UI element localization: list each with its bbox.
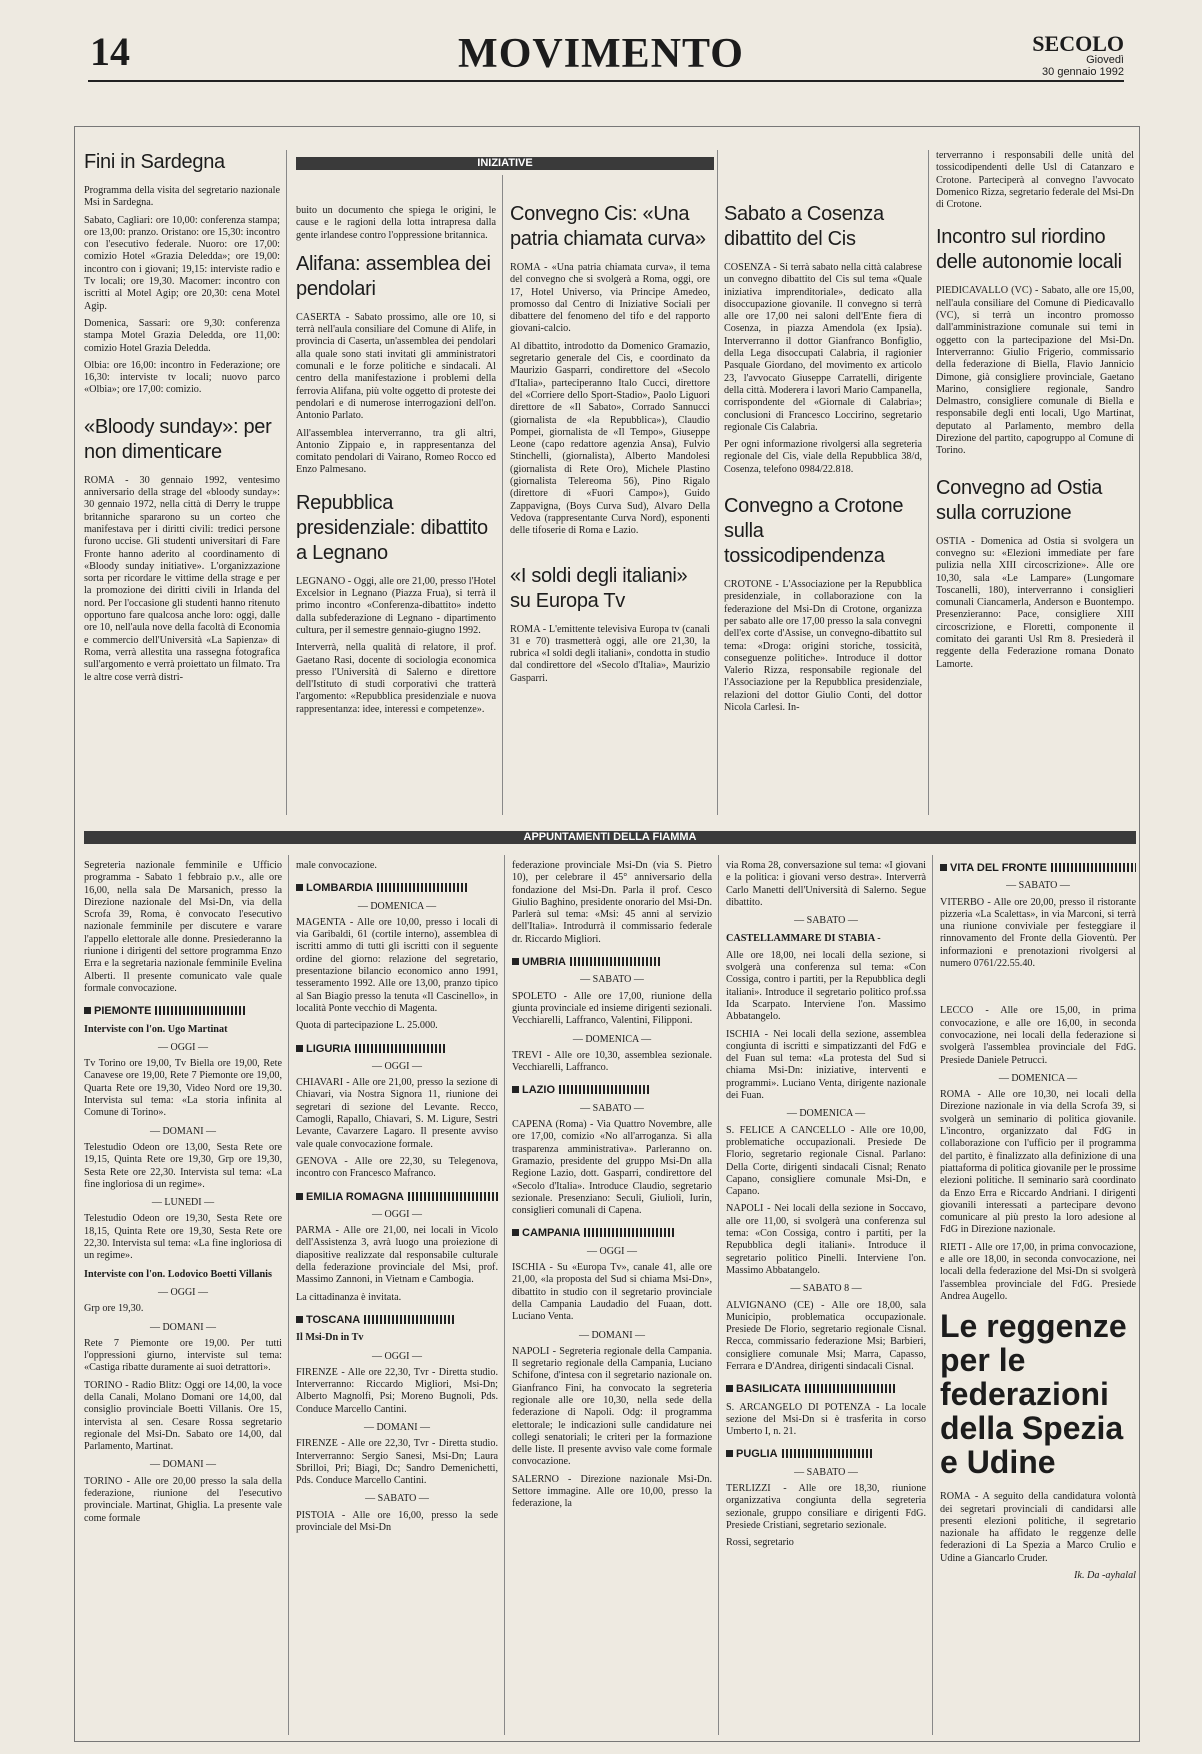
paragraph: CROTONE - L'Associazione per la Repubblica presidenziale, in collaborazione con la federazione del Msi-Dn di Crotone, organizza per sabato alle ore 17,00 presso la sala convegni dell'ex corte d'Assise, un convegno-dibattito sul tema: «Droga: origini storiche, tossicità, conseguenze politiche». Introduce il dottor Valerio Rizza, responsabile regionale del l'Associazione per la Repubblica presidenziale, relazioni del dottor Giulio Conti, del dottor Nicola Carlesi. In-: [724, 579, 922, 714]
region-header-campania: CAMPANIA: [512, 1227, 712, 1239]
paragraph: Olbia: ore 16,00: incontro in Federazione; ore 16,30: interviste tv locali; nuovo parco «Olbia»; ore 17,00: comizio.: [84, 359, 280, 396]
article-column-2: [296, 205, 496, 815]
paragraph: Rete 7 Piemonte ore 19,00. Per tutti l'oppressioni giurno, interviste sul tema: «Castiga ribatte duramente ai suoi detrattori».: [84, 1337, 282, 1374]
column-rule: [718, 855, 719, 1735]
day-label: — OGGI —: [372, 1060, 422, 1072]
day-label: — OGGI —: [158, 1041, 208, 1053]
appointments-column-1: [84, 860, 282, 1736]
article-column-5: [936, 150, 1134, 815]
paragraph: FIRENZE - Alle ore 22,30, Tvr - Diretta studio. Interverranno: Sergio Sanesi, Msi-Dn; Laura Sbrilloi, Pri; Biagi, Dc; Sandro Demenichetti, Pds. Conduce Marcello Cantini.: [296, 1438, 498, 1487]
day-label: — DOMANI —: [578, 1329, 646, 1341]
paragraph: Telestudio Odeon ore 19,30, Sesta Rete ore 18,15, Quinta Rete ore 19,30, Sesta Rete ore 22,30. Intervista sul tema: «La fine ingloriosa di un regime».: [84, 1213, 282, 1262]
day-label: — OGGI —: [372, 1350, 422, 1362]
headline-repubblica-presidenziale: Repubblica presidenziale: dibattito a Legnano: [296, 491, 488, 564]
appointments-column-2: [296, 860, 498, 1736]
region-header-piemonte: PIEMONTE: [84, 1005, 282, 1017]
day-label: — DOMANI —: [149, 1125, 217, 1137]
paragraph: ISCHIA - Su «Europa Tv», canale 41, alle ore 21,00, «la proposta del Sud si chiama Msi-Dn», dibattito in studio con il segretario provinciale della Campania Laudadio del Fuaan, dott. Luciano Venta.: [512, 1262, 712, 1323]
region-header-umbria: UMBRIA: [512, 956, 712, 968]
paragraph: COSENZA - Si terrà sabato nella città calabrese un convegno dibattito del Cis sul tema «Quale iniziativa imprenditoriale», dedicato alla disoccupazione giovanile. Il convegno si terrà alle ore 17,00 nei saloni dell'Ente fiera di Cosenza, in piazza Amendola (ex Ipsia). Interverranno il dottor Gianfranco Bonfiglio, della Lega disoccupati Calabria, il ragionier Pasquale Giordano, del movimento ex articolo 23, l'avvocato Giuseppe Carratelli, dirigente della città. Moderera i lavori Mario Campanella, corrispondente del «Giornale di Calabria»; conclusioni di Francesco Loccirino, segretario regionale Cis Calabria.: [724, 262, 922, 433]
day-label: — SABATO —: [580, 974, 644, 986]
paragraph: Programma della visita del segretario nazionale Msi in Sardegna.: [84, 185, 280, 209]
paragraph: terverranno i responsabili delle unità del tossicodipendenti delle Usl di Catanzaro e Crotone. Parteciperà al convegno l'avvocato Domenico Rizza, segretario federale del Msi-Dn di Crotone.: [936, 150, 1134, 211]
band-iniziative: INIZIATIVE: [296, 157, 714, 170]
paragraph: All'assemblea interverranno, tra gli altri, Antonio Zippaio e, in rappresentanza del comitato pendolari di Vairano, Romeo Rocco ed Enzo Palmesano.: [296, 427, 496, 476]
page-number: 14: [90, 29, 130, 74]
paragraph: RIETI - Alle ore 17,00, in prima convocazione, e alle ore 18,00, in seconda convocazione, nei locali della federazione del Msi-Dn si svolgerà l'assemblea provinciale del FdG. Presiede Andrea Augello.: [940, 1241, 1136, 1302]
day-label: — SABATO —: [794, 1466, 858, 1478]
paragraph: SALERNO - Direzione nazionale Msi-Dn. Settore immagine. Alle ore 10,00, presso la federazione, la: [512, 1473, 712, 1510]
headline-alifana: Alifana: assemblea dei pendolari: [296, 252, 491, 300]
region-header-liguria: LIGURIA: [296, 1043, 498, 1055]
signature: Ik. Da -ayhalal: [1074, 1569, 1136, 1581]
day-label: — SABATO —: [365, 1493, 429, 1505]
day-label: — OGGI —: [587, 1245, 637, 1257]
paragraph: TERLIZZI - Alle ore 18,30, riunione organizzativa congiunta della segreteria sezionale, gruppo consiliare e dirigenti FdG. Presiede Cristiani, segretario sezionale.: [726, 1483, 926, 1531]
day-label: — LUNEDI —: [151, 1197, 215, 1209]
paragraph: NAPOLI - Segreteria regionale della Campania. Il segretario regionale della Campania, Luciano Schifone, d'intesa con il segretario nazionale on. Gianfranco Fini, ha convocato la segreteria regionale alle ore 10,30, nella sede della federazione di Napoli. Odg: il programma elettorale; le indicazioni sulle candidature nei collegi senatoriali; le criteri per la formazione delle liste. Il presente avviso vale come formale convocazione.: [512, 1345, 712, 1468]
column-rule: [932, 855, 933, 1735]
region-header-basilicata: BASILICATA: [726, 1383, 926, 1395]
column-rule: [502, 175, 503, 815]
headline-fini-sardegna: Fini in Sardegna: [84, 151, 225, 173]
paragraph: TORINO - Alle ore 20,00 presso la sala della federazione, riunione del l'esecutivo provinciale. Martinat, Ghiglia. La presente vale come formale: [84, 1475, 282, 1524]
column-rule: [717, 150, 718, 815]
day-label: — DOMENICA —: [998, 1072, 1078, 1084]
paragraph: via Roma 28, conversazione sul tema: «I giovani e la politica: i giovani verso destra». Interverrà Carlo Manetti dell'Università di Salerno. Segue dibattito.: [726, 860, 926, 908]
day-label: — DOMENICA —: [786, 1108, 866, 1120]
paragraph: Telestudio Odeon ore 13,00, Sesta Rete ore 19,15, Quinta Rete ore 19,30, Grp ore 19,30, Sesta Rete ore 22,30. Intervista sul tema: «La fine ingloriosa di un regime».: [84, 1141, 282, 1190]
headline-soldi-italiani: «I soldi degli italiani» su Europa Tv: [510, 564, 688, 612]
paragraph: buito un documento che spiega le origini, le cause e le ragioni della lotta intrapresa dalla gente irlandese contro l'oppressione britannica.: [296, 205, 496, 241]
logo-text: SECOLO: [1032, 31, 1124, 56]
paragraph: FIRENZE - Alle ore 22,30, Tvr - Diretta studio. Interverranno: Riccardo Migliori, Msi-Dn; Alberto Magnolfi, Psi; Moreno Bugnoli, Pds. Conduce Marcello Cantini.: [296, 1366, 498, 1415]
paragraph: male convocazione.: [296, 860, 377, 871]
subheading: Interviste con l'on. Ugo Martinat: [84, 1023, 228, 1035]
subheading: Il Msi-Dn in Tv: [296, 1332, 364, 1344]
subheading: Interviste con l'on. Lodovico Boetti Villanis: [84, 1268, 272, 1280]
region-header-lombardia: LOMBARDIA: [296, 882, 498, 894]
paragraph: La cittadinanza è invitata.: [296, 1291, 402, 1303]
region-header-emilia-romagna: EMILIA ROMAGNA: [296, 1191, 498, 1203]
day-label: — SABATO 8 —: [790, 1283, 862, 1295]
day-label: — OGGI —: [158, 1286, 208, 1298]
day-label: — SABATO —: [580, 1102, 644, 1114]
column-rule: [288, 855, 289, 1735]
paragraph: Grp ore 19,30.: [84, 1303, 144, 1315]
paragraph: ALVIGNANO (CE) - Alle ore 18,00, sala Municipio, problematica occupazionale. Presiede De Florio, segretario regionale Cisnal. Recca, commissario federazione Msi; Barbieri, consigliere comunale Msi; Marra, Capasso, Ferrara e D'Andrea, dirigenti sindacali Cisnal.: [726, 1299, 926, 1372]
paragraph: ROMA - Alle ore 10,30, nei locali della Direzione nazionale in via della Scrofa 39, si svolgerà un seminario di politica giovanile. L'incontro, organizzato dal FdG in collaborazione con l'ufficio per il programma del partito, è finalizzato alla definizione di una piattaforma di politica giovanile per le prossime elezioni politiche. Il seminario sarà coordinato da Enzo Erra e Riccardo Andriani. I dirigenti giovanili interessati a partecipare devono comunicare al più presto la loro adesione al FdG in Direzione nazionale.: [940, 1089, 1136, 1236]
day-label: — SABATO —: [794, 915, 858, 927]
paragraph: ISCHIA - Nei locali della sezione, assemblea congiunta di iscritti e simpatizzanti del FdG e del Fuan sul tema: «La protesta del Sud si chiama Msi-Dn: iniziative, interventi e programmi». Luciano Venta, dirigente nazionale dei Fuan.: [726, 1028, 926, 1102]
paragraph: Segreteria nazionale femminile e Ufficio programma - Sabato 1 febbraio p.v., alle ore 16,00, nella sala De Marsanich, presso la Direzione nazionale del Msi-Dn, via della Scrofa 39, Roma, è convocato l'esecutivo nazionale femminile per discutere e varare l'appello elettorale alle donne. Presiederanno la riunione i dirigenti del settore programma Enzo Erra e la segretaria nazionale femminile Evelina Alberti. Il presente comunicato vale quale formale convocazione.: [84, 860, 282, 994]
paragraph: LEGNANO - Oggi, alle ore 21,00, presso l'Hotel Excelsior in Legnano (Piazza Frua), si terrà il primo incontro «Conferenza-dibattito» indetto dalla subfederazione di Legnano - dipartimento cultura, per il semestre gennaio-giugno 1992.: [296, 575, 496, 636]
headline-convegno-cis: Convegno Cis: «Una patria chiamata curva»: [510, 203, 706, 250]
appointments-column-3: [512, 860, 712, 1736]
paragraph: PIEDICAVALLO (VC) - Sabato, alle ore 15,00, nell'aula consiliare del Comune di Piedicavallo (VC), si terrà un incontro promosso dall'amministrazione comunale sui temi in oggetto con la partecipazione del Msi-Dn. Interverranno: Giulio Frigerio, commissario della federazione di Biella, Flavio Jannicio Dimone, già consigliere provinciale, Gaetano Marino, consigliere regionale, Sandro Delmastro, consigliere comunale di Biella e responsabile degli enti locali, Ugo Martinat, deputato al Parlamento, membro della Direzione del partito, capogruppo al Comune di Torino.: [936, 285, 1134, 457]
day-label: — DOMENICA —: [357, 900, 437, 912]
article-column-1: [84, 148, 280, 816]
paragraph: ROMA - 30 gennaio 1992, ventesimo anniversario della strage del «bloody sunday»: 30 gennaio 1972, nella città di Derry le truppe britanniche spararono su un corteo che manifestava per i diritti civili: tredici persone furono uccise. Gli studenti universitari di Fare Fronte hanno aderito al coordinamento di «Bloody sunday initiative». L'organizzazione sorta per ricordare le vittime della strage e per la promozione dei diritti civili in Irlanda del nord. Per l'occasione gli studenti hanno ritenuto opportuno fare qualcosa anche loro: oggi, dalle ore 10, nell'aula nove della facoltà di Economia e commercio dell'Università «La Sapienza» di Roma, verrà allestita una rassegna fotografica sull'argomento e verrà proiettato un filmato. Tra le altre cose verrà distri-: [84, 474, 280, 683]
paragraph: CASERTA - Sabato prossimo, alle ore 10, si terrà nell'aula consiliare del Comune di Alife, in provincia di Caserta, un'assemblea dei pendolari alla quale sono stati invitati gli amministratori comunali e le forze politiche e sindacali. Al centro della manifestazione i problemi della ferrovia Alifana, più volte oggetto di proteste dei pendolari e di numerose interrogazioni dell'on. Antonio Parlato.: [296, 311, 496, 422]
paragraph: Rossi, segretario: [726, 1537, 794, 1549]
paragraph: Sabato, Cagliari: ore 10,00: conferenza stampa; ore 13,00: pranzo. Oristano: ore 15,30: incontro con l'esecutivo federale. Nuoro: ore 17,00: comizio Hotel «Grazia Deledda»; ore 19,00: incontro con i giovani; 19,15: interviste radio e Tv locali; ore 19,30. Macomer: incontro con iscritti al Motel Agip; ore 20,30: cena Motel Agip.: [84, 214, 280, 312]
headline-crotone: Convegno a Crotone sulla tossicodipendenza: [724, 495, 904, 568]
column-rule: [504, 855, 505, 1735]
region-header-lazio: LAZIO: [512, 1084, 712, 1096]
paragraph: OSTIA - Domenica ad Ostia si svolgera un convegno su: «Elezioni immediate per fare pulizia nella XIII circoscrizione». Alle ore 10,30, sala «Le Lampare» (Lungomare Toscanelli, 180), interverranno i consiglieri comunali Ciancamerla, Anderson e Buontempo. Presenzieranno: Pace, consigliere XIII circoscrizione, e Floretti, componente il comitato dei garanti Usl Rm 8. Presiederà il reggente della Federazione romana Donato Lamorte.: [936, 535, 1134, 670]
paragraph: ROMA - A seguito della candidatura volontà dei segretari provinciali di candidarsi alle presenti elezioni politiche, il segretario nazionale ha affidato le reggenze delle federazioni di La Spezia a Marco Crulio e Udine a Giancarlo Cruder.: [940, 1491, 1136, 1564]
appointments-column-4: [726, 860, 926, 1736]
masthead-logo: [1032, 32, 1124, 78]
paragraph: ROMA - L'emittente televisiva Europa tv (canali 31 e 70) trasmetterà oggi, alle ore 21,30, la rubrica «I soldi degli italiani», condotta in studio dal condirettore del «Secolo d'Italia», Maurizio Gasparri.: [510, 623, 710, 684]
headline-ostia: Convegno ad Ostia sulla corruzione: [936, 476, 1103, 524]
paragraph: S. FELICE A CANCELLO - Alle ore 10,00, problematiche occupazionali. Presiede De Florio, segretario regionale Cisnal. Parlano: Della Corte, dirigenti sindacali Cisnal; Renato Capano, consigliere comunale Msi-Dn, e Capano.: [726, 1124, 926, 1198]
paragraph: Alle ore 18,00, nei locali della sezione, si svolgerà una conferenza sul tema: «Con Cossiga, contro i partiti, per la Repubblica degli italiani». Introduce il segretario politico prof.ssa Ida Scarpato. Interviene l'on. Massimo Abbatangelo.: [726, 949, 926, 1023]
paragraph: Domenica, Sassari: ore 9,30: conferenza stampa Motel Grazia Deledda, ore 11,00: comizio Hotel Grazia Deledda.: [84, 317, 280, 354]
paragraph: Per ogni informazione rivolgersi alla segreteria regionale del Cis, viale della Repubblica 38/d, Cosenza, telefono 0984/22.818.: [724, 439, 922, 475]
paragraph: CHIAVARI - Alle ore 21,00, presso la sezione di Chiavari, via Nostra Signora 11, riunione dei segretari di sezione del Levante. Recco, Camogli, Rapallo, Chiavari, S. M. Ligure, Sestri Levante, Cavarzere Lagaro. Il presente avviso vale quale convocazione formale.: [296, 1077, 498, 1150]
region-header-puglia: PUGLIA: [726, 1448, 926, 1460]
headline-reggenze: Le reggenze per le federazioni della Spezia e Udine: [940, 1308, 1127, 1481]
column-rule: [286, 150, 287, 815]
weekday: Giovedì: [1086, 54, 1124, 67]
paragraph: PISTOIA - Alle ore 16,00, presso la sede provinciale del Msi-Dn: [296, 1509, 498, 1534]
region-header-vita-del-fronte: VITA DEL FRONTE: [940, 862, 1136, 874]
paragraph: GENOVA - Alle ore 22,30, su Telegenova, incontro con Francesco Mafranco.: [296, 1155, 498, 1180]
day-label: — OGGI —: [372, 1208, 422, 1220]
paragraph: ROMA - «Una patria chiamata curva», il tema del convegno che si svolgerà a Roma, oggi, ore 17, Hotel Universo, via Principe Amedeo, promosso dal Centro di Iniziative Sociali per dibattere del fenomeno del tifo e del rapporto giovani-calcio.: [510, 262, 710, 335]
day-label: — DOMENICA —: [572, 1033, 652, 1045]
subheading: CASTELLAMMARE DI STABIA -: [726, 933, 881, 945]
column-rule: [928, 150, 929, 815]
paragraph: LECCO - Alle ore 15,00, in prima convocazione, e alle ore 16,00, in seconda convocazione, nei locali della federazione si svolgerà l'assemblea provinciale del FdG. Presiede Daniele Petruccì.: [940, 1005, 1136, 1066]
headline-cosenza: Sabato a Cosenza dibattito del Cis: [724, 203, 884, 250]
headline-bloody-sunday: «Bloody sunday»: per non dimenticare: [84, 415, 272, 463]
band-appuntamenti: APPUNTAMENTI DELLA FIAMMA: [84, 831, 1136, 844]
paragraph: Quota di partecipazione L. 25.000.: [296, 1020, 438, 1032]
paragraph: SPOLETO - Alle ore 17,00, riunione della giunta provinciale ed insieme dirigenti sezionali. Vecchiarelli, Laffranco, Valentini, Filipponi.: [512, 990, 712, 1027]
appointments-column-5: [940, 860, 1136, 1736]
paragraph: TREVI - Alle ore 10,30, assemblea sezionale. Vecchiarelli, Laffranco.: [512, 1049, 712, 1074]
day-label: — DOMANI —: [149, 1321, 217, 1333]
paragraph: NAPOLI - Nei locali della sezione in Soccavo, alle ore 11,00, si svolgerà una conferenza sul tema: «Con Cossiga, contro i partiti, per la Repubblica degli italiani». Introduce il segretario politico Pinelli. Interviene l'on. Massimo Abbatangelo.: [726, 1203, 926, 1276]
day-label: — SABATO —: [1006, 880, 1070, 892]
paragraph: S. ARCANGELO DI POTENZA - La locale sezione del Msi-Dn si è trasferita in corso Umberto I, n. 21.: [726, 1401, 926, 1438]
article-column-4: [724, 198, 922, 815]
paragraph: CAPENA (Roma) - Via Quattro Novembre, alle ore 17,00, comizio «No all'arroganza. Sì alla trasparenza amministrativa». Parleranno on. Gramazio, presidente del gruppo Msi-Dn alla Regione Lazio, dott. Gasparri, condirettore del «Secolo d'Italia». Introduce Claudio, segretario sezionale. Presenziano: Seculi, Giulioli, Iurin, consiglieri comunali di Capena.: [512, 1119, 712, 1217]
day-label: — DOMANI —: [149, 1459, 217, 1471]
paragraph: Al dibattito, introdotto da Domenico Gramazio, segretario generale del Cis, e coordinato da Maurizio Gasparri, condirettore del «Secolo d'Italia», parteciperanno Italo Cucci, direttore del «Corriere dello Sport-Stadio», Paolo Liguori direttore de «Il Sabato», Corrado Sannucci (giornalista de «la Repubblica»), Claudio Pompei, giornalista de «Il Tempo», Giuseppe Leone (capo redattore agenzia Ansa), Fulvio Stinchelli, (giornalista), Alberto Mandolesi (giornalista di Rete Oro), Michele Plastino (giornalista Telereoma 56), Pino Rigalo (direttore di «Fuori Campo»), Guido Zappavigna, (Boys Curva Sud), Alvaro Della Vedova (rappresentante Curva Nord), esponenti delle tifoserie di Roma e Lazio.: [510, 340, 710, 537]
paragraph: PARMA - Alle ore 21,00, nei locali in Vicolo dell'Assistenza 3, avrà luogo una proiezione di diapositive realizzate dal responsabile culturale della federazione provinciale del Msi, prof. Massimo Zannoni, in Vietnam e Cambogia.: [296, 1225, 498, 1286]
section-title: MOVIMENTO: [458, 31, 744, 77]
paragraph: federazione provinciale Msi-Dn (via S. Pietro 10), per celebrare il 45° anniversario della fondazione del Msi-Dn. Parla il prof. Cesco Giulio Baghino, presidente onorario del Msi-Dn. Parlerà sul tema: «Msi: 45 anni al servizio dell'Italia». Introdurrà il commissario federale dr. Riccardo Migliori.: [512, 860, 712, 945]
paragraph: MAGENTA - Alle ore 10,00, presso i locali di via Garibaldi, 61 (cortile interno), assemblea di iscritti ammo di tutti gli iscritti con il seguente ordine del giorno: relazione del segretario, presentazione bilancio economico anno 1991, tesseramento 1992. Alle ore 13,00, pranzo tipico al San Biagio presso la tenuta «Il Cascinello», in località Ponte vecchio di Magenta.: [296, 916, 498, 1014]
paragraph: Interverrà, nella qualità di relatore, il prof. Gaetano Rasi, docente di sociologia economica presso l'Università di Salerno e direttore dell'Istituto di studi corporativi che tratterà l'argomento: «Repubblica presidenziale e nuova rappresentanza: idee, interessi e competenze».: [296, 642, 496, 715]
paragraph: VITERBO - Alle ore 20,00, presso il ristorante pizzeria «La Scalettas», in via Marconi, si terrà una riunione conviviale per festeggiare il rinnovamento del Fronte della Gioventù. Per informazioni e prenotazioni rivolgersi al numero 0761/22.55.40.: [940, 896, 1136, 970]
headline-autonomie-locali: Incontro sul riordino delle autonomie locali: [936, 226, 1122, 274]
day-label: — DOMANI —: [363, 1421, 431, 1433]
date: 30 gennaio 1992: [1042, 65, 1124, 78]
paragraph: TORINO - Radio Blitz: Oggi ore 14,00, la voce della Canali, Molano Domani ore 14,00, dal consiglio provinciale Boetti Villanis. Ore 15, intervista al sen. Cesare Rossa segretario regionale del Msi-Dn. Sabato ore 14,00, dal Parlamento, Martinat.: [84, 1379, 282, 1453]
paragraph: Tv Torino ore 19,00, Tv Biella ore 19,00, Rete Canavese ore 19,00, Rete 7 Piemonte ore 19,00, Quarta Rete ore 19,30, Video Nord ore 19,30. Intervista sul tema: «La storia infinita al Comune di Torino».: [84, 1058, 282, 1119]
header-rule: [88, 80, 1124, 82]
article-column-3: [510, 198, 710, 815]
region-header-toscana: TOSCANA: [296, 1314, 498, 1326]
